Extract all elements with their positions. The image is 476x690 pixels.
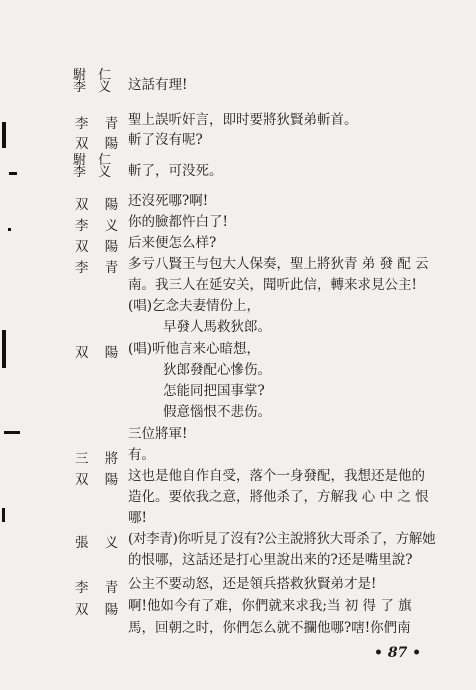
dialogue-line: 你的臉都忤白了! (128, 214, 228, 230)
binding-mark (2, 122, 6, 148)
dialogue-line: 的恨哪，这話还是打心里說出来的?还是嘴里說? (128, 552, 413, 568)
binding-mark (2, 330, 6, 368)
speaker-name: 双 陽 (75, 239, 125, 255)
dialogue-line: 聖上誤听奸言，即时要將狄賢弟斬首。 (128, 112, 358, 128)
dialogue-line: (对李青)你听見了沒有?公主說將狄大哥杀了，方解她 (128, 531, 436, 547)
dialogue-line: 多亏八賢王与包大人保奏，聖上將狄青 弟 發 配 云 (128, 256, 429, 272)
dialogue-line: 斬了沒有呢? (128, 132, 203, 148)
dialogue-line: 斬了，可没死。 (128, 163, 223, 179)
dialogue-line: 后来便怎么样? (128, 235, 217, 251)
sung-line: 怎能同把国事掌? (163, 383, 265, 399)
dialogue-line: 馬，回朝之时，你們怎么就不攔他哪?嗐!你們南 (128, 620, 411, 636)
speaker-name: 駙 仁 (73, 68, 116, 83)
binding-mark (9, 172, 17, 175)
speaker-name: 李 义 (73, 80, 116, 95)
sung-line: 早發人馬救狄郎。 (163, 319, 271, 335)
speaker-name: 駙 仁 (73, 153, 116, 168)
dialogue-line: 造化。要依我之意，將他杀了，方解我 心 中 之 恨 (128, 489, 429, 505)
speaker-name: 張 义 (75, 535, 125, 551)
speaker-stack (73, 155, 115, 179)
speaker-name: 李 青 (75, 580, 125, 596)
dialogue-line: 南。我三人在延安关，聞听此信，轉来求見公主! (128, 277, 417, 293)
sung-line: (唱)听他言来心暗想， (128, 341, 261, 357)
dialogue-line: 啊!他如今有了难，你們就来求我;当 初 得 了 旗 (128, 598, 412, 614)
speaker-stack (73, 70, 115, 94)
dialogue-line: 这也是他自作自受，落个一身發配，我想还是他的 (128, 468, 425, 484)
sung-line: 假意惱恨不悲伤。 (163, 404, 271, 420)
speaker-name: 李 青 (75, 116, 125, 132)
dialogue-line: 这話有理! (128, 77, 188, 93)
speaker-name: 李 青 (75, 260, 125, 276)
speaker-name: 李 义 (73, 165, 116, 180)
speaker-name: 双 陽 (75, 472, 125, 488)
dialogue-line: 公主不要动怒，还是領兵搭救狄賢弟才是! (128, 576, 377, 592)
binding-mark (4, 431, 20, 434)
dialogue-line: 还沒死哪?啊! (128, 193, 209, 209)
dialogue-line: 有。 (128, 447, 155, 463)
sung-line: (唱)乞念夫妻情份上， (128, 298, 261, 314)
speaker-name: 三 將 (75, 451, 125, 467)
dialogue-line: 三位將軍! (128, 426, 188, 442)
binding-mark (2, 508, 5, 522)
speaker-name: 双 陽 (75, 136, 125, 152)
speaker-name: 双 陽 (75, 197, 125, 213)
binding-mark (8, 228, 11, 231)
speaker-name: 双 陽 (75, 345, 125, 361)
dialogue-line: 哪! (128, 510, 147, 526)
page-number: • 87 • (374, 645, 422, 661)
speaker-name: 李 义 (75, 218, 125, 234)
sung-line: 狄郎發配心慘伤。 (163, 362, 271, 378)
speaker-name: 双 陽 (75, 602, 125, 618)
